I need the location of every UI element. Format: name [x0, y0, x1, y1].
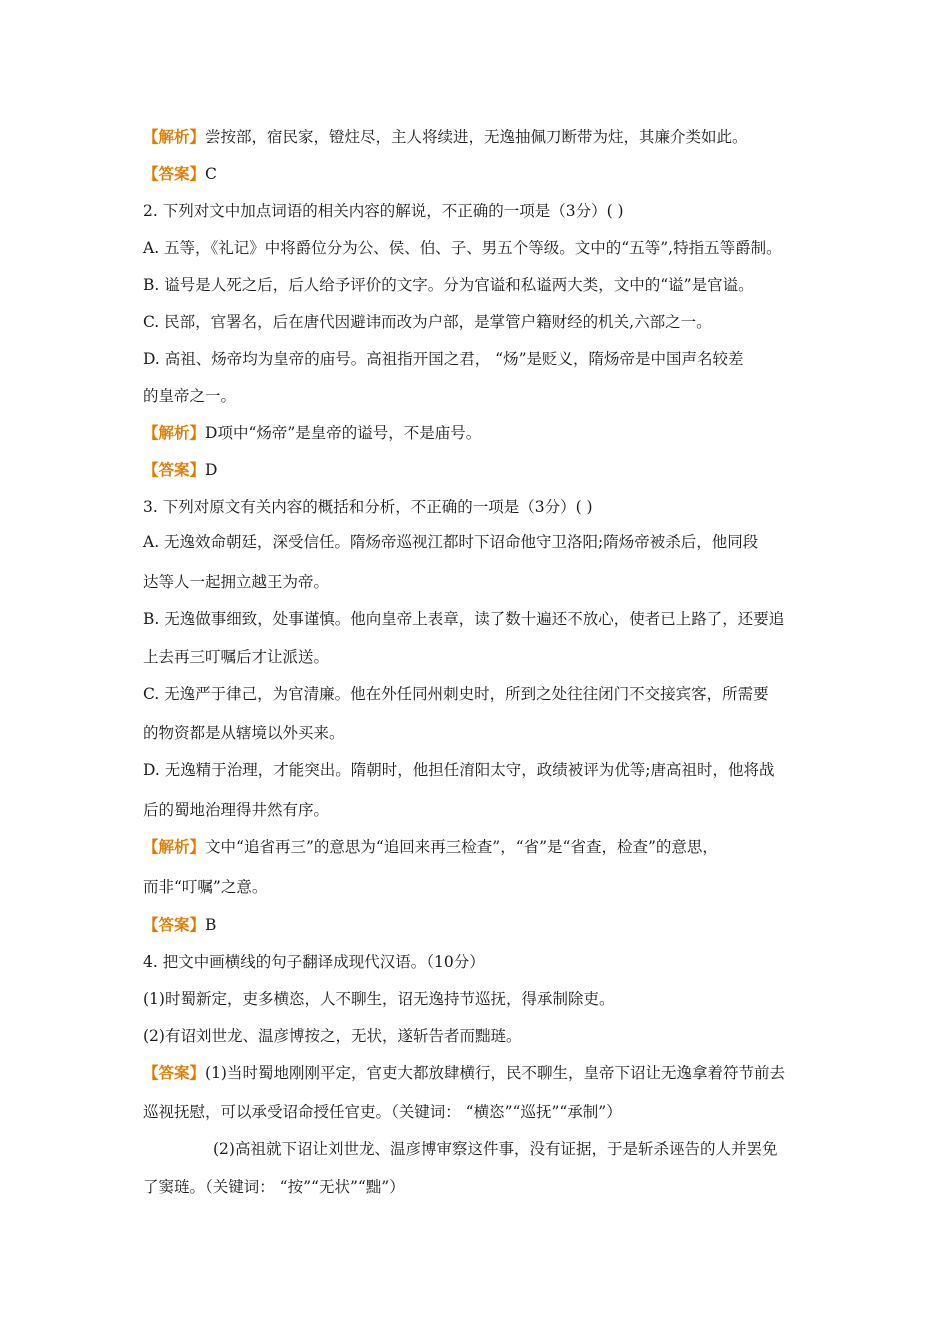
q2-option-d-cont: 的皇帝之一。 [143, 387, 237, 405]
q2-option-c: C. 民部，官署名，后在唐代因避讳而改为户部，是掌管户籍财经的机关,六部之一。 [143, 313, 712, 331]
answer-text: (1)当时蜀地刚刚平定，官吏大都放肆横行，民不聊生，皇帝下诏让无逸拿着符节前去 [205, 1064, 785, 1082]
q4-answer-line [143, 1061, 785, 1083]
q3-option-d-cont: 后的蜀地治理得井然有序。 [143, 801, 330, 819]
q4-answer-2-cont: 了窦琏。（关键词： “按”“无状”“黜”） [143, 1178, 405, 1196]
analysis-text: 尝按部，宿民家，镫炷尽，主人将续进，无逸抽佩刀断带为炷，其廉介类如此。 [205, 128, 748, 146]
q3-analysis-cont: 而非“叮嘱”之意。 [143, 878, 268, 896]
q2-option-b: B. 谥号是人死之后，后人给予评价的文字。分为官谥和私谥两大类，文中的“谥”是官谥。 [143, 276, 754, 294]
q2-option-a: A. 五等，《礼记》中将爵位分为公、侯、伯、子、男五个等级。文中的“五等”,特指五等爵制。 [143, 239, 782, 257]
q4-answer-2: (2)高祖就下诏让刘世龙、温彦博审察这件事，没有证据，于是斩杀诬告的人并罢免 [213, 1140, 778, 1158]
q2-analysis-line [143, 421, 481, 443]
answer-tag: 【答案】 [143, 915, 206, 934]
q3-option-c-cont: 的物资都是从辖境以外买来。 [143, 724, 345, 742]
q1-answer-line [143, 162, 217, 184]
analysis-text: 文中“追省再三”的意思为“追回来再三检查”，“省”是“省查，检查”的意思， [205, 838, 718, 856]
answer-text: C [205, 165, 217, 183]
analysis-tag: 【解析】 [143, 127, 206, 146]
q3-option-b: B. 无逸做事细致，处事谨慎。他向皇帝上表章，读了数十遍还不放心，使者已上路了，还要追 [143, 610, 785, 628]
answer-tag: 【答案】 [143, 1063, 206, 1082]
analysis-tag: 【解析】 [143, 423, 206, 442]
q3-analysis-line [143, 835, 718, 857]
q2-stem: 2. 下列对文中加点词语的相关内容的解说，不正确的一项是（3分）( ) [143, 202, 624, 220]
answer-tag: 【答案】 [143, 164, 206, 183]
q2-option-d: D. 高祖、炀帝均为皇帝的庙号。高祖指开国之君， “炀”是贬义，隋炀帝是中国声名较差 [143, 350, 744, 368]
answer-text: B [205, 916, 217, 934]
q3-option-a: A. 无逸效命朝廷，深受信任。隋炀帝巡视江都时下诏命他守卫洛阳;隋炀帝被杀后，他同段 [143, 533, 759, 551]
q1-analysis-line [143, 125, 748, 147]
q4-sentence-2: (2)有诏刘世龙、温彦博按之，无状，遂斩告者而黜琏。 [143, 1027, 522, 1045]
q3-answer-line [143, 913, 216, 935]
q4-stem: 4. 把文中画横线的句子翻译成现代汉语。（10分） [143, 953, 485, 971]
q4-answer-1-cont: 巡视抚慰，可以承受诏命授任官吏。（关键词： “横恣”“巡抚”“承制”） [143, 1103, 622, 1121]
analysis-tag: 【解析】 [143, 837, 206, 856]
q3-option-a-cont: 达等人一起拥立越王为帝。 [143, 573, 330, 591]
q4-sentence-1: (1)时蜀新定，吏多横恣，人不聊生，诏无逸持节巡抚，得承制除吏。 [143, 990, 615, 1008]
answer-tag: 【答案】 [143, 460, 206, 479]
q3-option-c: C. 无逸严于律己，为官清廉。他在外任同州刺史时，所到之处往往闭门不交接宾客，所需要 [143, 685, 769, 703]
answer-text: D [205, 461, 218, 479]
q2-answer-line [143, 458, 217, 480]
analysis-text: D项中“炀帝”是皇帝的谥号，不是庙号。 [205, 424, 482, 442]
q3-option-b-cont: 上去再三叮嘱后才让派送。 [143, 648, 330, 666]
q3-stem: 3. 下列对原文有关内容的概括和分析，不正确的一项是（3分）( ) [143, 498, 593, 516]
q3-option-d: D. 无逸精于治理，才能突出。隋朝时，他担任淯阳太守，政绩被评为优等;唐高祖时，他将战 [143, 761, 775, 779]
